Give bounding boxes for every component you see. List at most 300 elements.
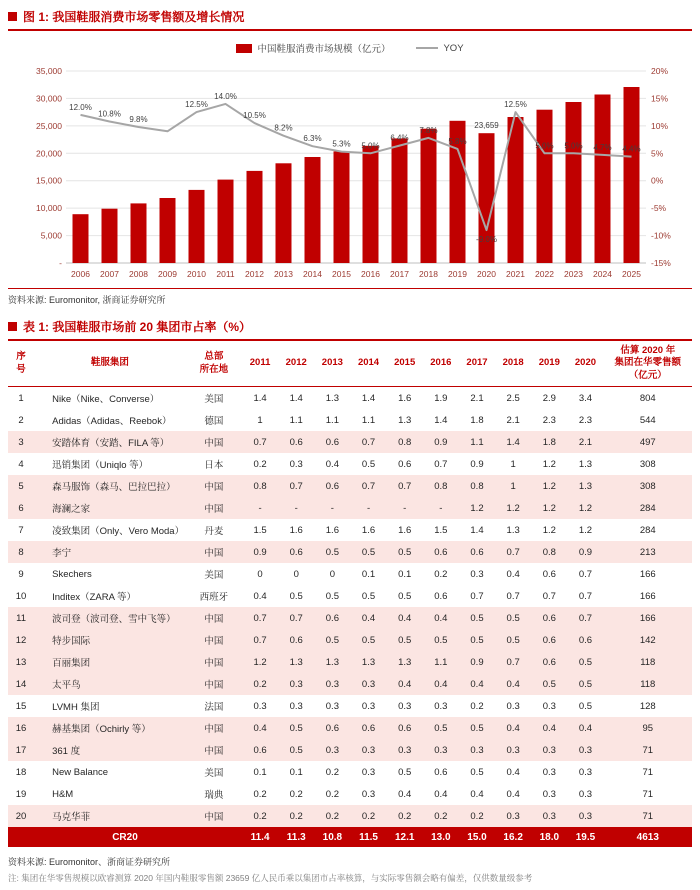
hq-cell: 中国 <box>186 475 242 497</box>
share-cell: 1.2 <box>495 497 531 519</box>
share-cell: 0.5 <box>459 717 495 739</box>
year-axis-label: 2012 <box>245 269 264 279</box>
row-number-cell: 1 <box>18 392 24 404</box>
market-size-bar <box>334 151 350 263</box>
share-cell: 0.6 <box>350 717 386 739</box>
market-size-bar <box>595 95 611 264</box>
share-cell: 0.6 <box>459 541 495 563</box>
table-row <box>8 783 692 805</box>
legend-item-yoy <box>416 43 463 54</box>
share-cell: 0.4 <box>495 673 531 695</box>
table-row <box>8 409 692 431</box>
left-axis-tick-label: 10,000 <box>36 203 62 214</box>
share-cell: 0.6 <box>314 431 350 453</box>
share-cell: 0.7 <box>578 590 593 602</box>
row-number-cell: 15 <box>15 700 27 712</box>
hq-cell: 中国 <box>186 717 242 739</box>
share-cell: 0.7 <box>278 607 314 629</box>
share-cell: 0.6 <box>423 541 459 563</box>
retail-cell: 142 <box>604 629 692 651</box>
combo-chart-svg <box>8 57 692 281</box>
market-size-bar <box>421 129 437 263</box>
share-cell: 1.3 <box>314 651 350 673</box>
yoy-data-label: 6.3% <box>303 134 322 144</box>
year-axis-label: 2015 <box>332 269 351 279</box>
left-axis-tick-label: 25,000 <box>36 120 62 131</box>
caption-bullet-icon <box>8 322 17 331</box>
table-row <box>8 585 692 607</box>
yoy-data-label: 5.0% <box>564 141 583 151</box>
share-cell: 2.1 <box>470 392 484 404</box>
share-cell: 1.3 <box>398 414 412 426</box>
share-cell: 0.8 <box>242 475 278 497</box>
yoy-data-label: 5.0% <box>535 141 554 151</box>
year-axis-label: 2007 <box>100 269 119 279</box>
cr20-share-cell: 10.8 <box>314 827 350 847</box>
share-cell: 0.5 <box>567 673 603 695</box>
group-name-cell: 马克华菲 <box>34 805 186 827</box>
right-axis-tick-label: 15% <box>651 93 669 104</box>
share-cell: 0.4 <box>470 788 484 800</box>
market-size-bar <box>247 171 263 263</box>
row-number-cell: 20 <box>8 805 34 827</box>
share-cell: 0.6 <box>567 629 603 651</box>
year-axis-label: 2016 <box>361 269 380 279</box>
share-cell: 0.9 <box>459 651 495 673</box>
group-name-cell: LVMH 集团 <box>52 702 100 714</box>
share-cell: 0.8 <box>423 475 459 497</box>
share-cell: 0.3 <box>361 700 376 712</box>
share-cell: 0.7 <box>506 590 520 602</box>
group-name-cell: New Balance <box>52 766 109 778</box>
figure-caption <box>8 8 692 31</box>
table-row <box>8 673 692 695</box>
share-cell: 0.2 <box>325 766 339 778</box>
cr20-share-cell: 15.0 <box>459 827 495 847</box>
legend-label-yoy: YOY <box>443 42 464 54</box>
share-cell: 0.4 <box>423 673 459 695</box>
share-cell: 1.4 <box>470 524 484 536</box>
table-row <box>8 629 692 651</box>
yoy-data-label: 7.8% <box>419 125 438 135</box>
col-header-year: 2017 <box>459 341 495 387</box>
share-cell: 0.6 <box>314 717 350 739</box>
share-cell: 0.8 <box>531 541 567 563</box>
group-name-cell: 安踏体育（安踏、FILA 等） <box>34 431 186 453</box>
row-number-cell: 7 <box>18 524 24 536</box>
left-axis-tick-label: 5,000 <box>40 230 62 241</box>
share-cell: 0.7 <box>350 431 386 453</box>
table-row <box>8 651 692 673</box>
hq-cell: 法国 <box>204 702 224 714</box>
retail-cell: 544 <box>639 414 656 426</box>
share-cell: 0.3 <box>531 805 567 827</box>
share-cell: 1.4 <box>289 392 303 404</box>
legend-item-bar-series <box>236 41 390 55</box>
cr20-retail-cell: 4613 <box>604 827 692 847</box>
share-cell: 1 <box>510 458 516 470</box>
group-name-cell: 森马服饰（森马、巴拉巴拉） <box>34 475 186 497</box>
share-cell: 0.5 <box>314 541 350 563</box>
share-cell: 1.6 <box>361 524 376 536</box>
year-axis-label: 2019 <box>448 269 467 279</box>
share-cell: 0.5 <box>567 651 603 673</box>
share-cell: 0.4 <box>398 788 412 800</box>
market-size-bar <box>392 138 408 263</box>
share-cell: 0.6 <box>278 431 314 453</box>
share-cell: 0.2 <box>242 805 278 827</box>
group-name-cell: 赫基集团（Ochirly 等） <box>34 717 186 739</box>
share-cell: 0.4 <box>434 788 448 800</box>
right-axis-tick-label: 10% <box>651 120 669 131</box>
col-header-no: 序 号 <box>8 341 34 387</box>
share-cell: - <box>423 497 459 519</box>
row-number-cell: 9 <box>18 568 24 580</box>
group-name-cell: 361 度 <box>34 739 186 761</box>
share-cell: 0.3 <box>278 673 314 695</box>
share-cell: 1.4 <box>434 414 448 426</box>
table-row <box>8 717 692 739</box>
share-cell: 1.5 <box>253 524 267 536</box>
group-name-cell: Nike（Nike、Converse） <box>52 394 160 406</box>
share-cell: 0.3 <box>542 700 556 712</box>
table-row <box>8 453 692 475</box>
share-cell: 0.6 <box>434 766 448 778</box>
share-cell: 1.2 <box>531 475 567 497</box>
share-cell: 1.1 <box>361 414 376 426</box>
share-cell: 0.6 <box>242 739 278 761</box>
share-cell: 1.4 <box>361 392 376 404</box>
share-cell: 0.8 <box>387 431 423 453</box>
row-number-cell: 17 <box>8 739 34 761</box>
group-name-cell: 特步国际 <box>34 629 186 651</box>
share-cell: 0.9 <box>242 541 278 563</box>
yoy-data-label: 4.7% <box>593 142 612 152</box>
yoy-data-label: 8.2% <box>274 123 293 133</box>
share-cell: 0.2 <box>242 673 278 695</box>
cr20-share-cell: 11.4 <box>242 827 278 847</box>
share-cell: 0.6 <box>531 651 567 673</box>
year-axis-label: 2010 <box>187 269 206 279</box>
market-size-bar <box>189 190 205 263</box>
row-number-cell: 3 <box>8 431 34 453</box>
hq-cell: 中国 <box>186 673 242 695</box>
hq-cell: 中国 <box>186 607 242 629</box>
share-cell: 0.6 <box>398 458 412 470</box>
table-note: 注: 集团在华零售规模以欧睿测算 2020 年国内鞋服零售额 23659 亿人民币乘以集团市占率核算，与实际零售额会略有偏差，仅供数量级参考 <box>8 873 533 884</box>
share-cell: 0.5 <box>470 766 484 778</box>
market-share-table <box>8 341 692 847</box>
table-header-row <box>8 341 692 387</box>
share-cell: 0.1 <box>253 766 267 778</box>
share-cell: 0.2 <box>253 788 267 800</box>
figure-caption-text: 图 1: 我国鞋服消费市场零售额及增长情况 <box>23 10 245 24</box>
row-number-cell: 16 <box>8 717 34 739</box>
share-cell: 0.3 <box>495 805 531 827</box>
share-cell: 0.3 <box>578 788 593 800</box>
bar-data-label: 23,659 <box>474 121 499 131</box>
share-cell: 0.3 <box>470 568 484 580</box>
row-number-cell: 12 <box>8 629 34 651</box>
share-cell: 0 <box>257 568 263 580</box>
group-name-cell: 凌致集团（Only、Vero Moda） <box>52 526 185 538</box>
year-axis-label: 2020 <box>477 269 496 279</box>
share-cell: 0.7 <box>242 607 278 629</box>
row-number-cell: 2 <box>18 414 24 426</box>
cr20-share-cell: 16.2 <box>495 827 531 847</box>
hq-cell: 日本 <box>204 460 224 472</box>
year-axis-label: 2022 <box>535 269 554 279</box>
hq-cell: 美国 <box>204 768 224 780</box>
share-cell: 0.5 <box>495 629 531 651</box>
share-cell: 0.3 <box>423 739 459 761</box>
col-header-year: 2019 <box>531 341 567 387</box>
right-axis-tick-label: 5% <box>651 148 664 159</box>
col-header-group: 鞋服集团 <box>34 341 186 387</box>
share-cell: 0.6 <box>531 629 567 651</box>
share-cell: 0.2 <box>325 788 339 800</box>
share-cell: - <box>387 497 423 519</box>
share-cell: 0.2 <box>459 805 495 827</box>
share-cell: 1.2 <box>459 497 495 519</box>
share-cell: 0.6 <box>542 568 556 580</box>
table-row <box>8 431 692 453</box>
share-cell: 0.7 <box>495 651 531 673</box>
share-cell: 0.3 <box>289 700 303 712</box>
table-row <box>8 563 692 585</box>
market-size-bar <box>160 198 176 263</box>
share-cell: 0.7 <box>495 541 531 563</box>
share-cell: 0.4 <box>242 717 278 739</box>
share-cell: 1.3 <box>387 651 423 673</box>
market-size-bar <box>537 110 553 263</box>
share-cell: 0.6 <box>531 607 567 629</box>
share-cell: 0.3 <box>314 673 350 695</box>
share-cell: 0.4 <box>459 673 495 695</box>
share-cell: 0.5 <box>361 590 376 602</box>
share-cell: 0.4 <box>506 788 520 800</box>
legend-label-bar-series: 中国鞋服消费市场规模（亿元） <box>257 44 391 55</box>
share-cell: 1.3 <box>278 651 314 673</box>
row-number-cell: 5 <box>8 475 34 497</box>
hq-cell: 中国 <box>186 739 242 761</box>
share-cell: 0.7 <box>242 431 278 453</box>
row-number-cell: 11 <box>8 607 34 629</box>
share-cell: 0.2 <box>253 458 267 470</box>
group-name-cell: Adidas（Adidas、Reebok） <box>52 416 172 428</box>
right-axis-tick-label: 0% <box>651 175 664 186</box>
year-axis-label: 2023 <box>564 269 583 279</box>
share-cell: 0.3 <box>314 739 350 761</box>
row-number-cell: 8 <box>8 541 34 563</box>
share-cell: 0.7 <box>567 607 603 629</box>
share-cell: 0.4 <box>253 590 267 602</box>
share-cell: 0.3 <box>361 766 376 778</box>
year-axis-label: 2013 <box>274 269 293 279</box>
share-cell: 1.6 <box>398 392 412 404</box>
share-cell: 1.6 <box>289 524 303 536</box>
right-axis-tick-label: 20% <box>651 66 669 76</box>
share-cell: 0.3 <box>567 739 603 761</box>
right-axis-tick-label: -5% <box>651 203 667 214</box>
cr20-share-cell: 12.1 <box>387 827 423 847</box>
share-cell: 0.5 <box>278 717 314 739</box>
share-cell: 0.2 <box>423 805 459 827</box>
group-name-cell: Inditex（ZARA 等） <box>52 592 137 604</box>
retail-cell: 284 <box>604 497 692 519</box>
share-cell: 0.3 <box>289 458 303 470</box>
retail-cell: 166 <box>604 607 692 629</box>
share-cell: 0.3 <box>495 739 531 761</box>
table-row <box>8 519 692 541</box>
group-name-cell: 迅销集团（Uniqlo 等） <box>52 460 149 472</box>
share-cell: 0.8 <box>459 475 495 497</box>
market-size-bar <box>218 180 234 263</box>
share-cell: 0.6 <box>434 590 448 602</box>
share-cell: 0.5 <box>387 629 423 651</box>
cr20-share-cell: 18.0 <box>531 827 567 847</box>
yoy-data-label: 5.0% <box>361 141 380 151</box>
share-cell: 0.3 <box>434 700 448 712</box>
share-cell: 0.9 <box>567 541 603 563</box>
retail-cell: 308 <box>639 458 656 470</box>
share-cell: 0.5 <box>423 717 459 739</box>
table-row <box>8 475 692 497</box>
year-axis-label: 2011 <box>216 269 235 279</box>
yoy-data-label: 14.0% <box>214 91 237 101</box>
share-cell: 0.3 <box>361 788 376 800</box>
share-cell: 1 <box>257 414 263 426</box>
hq-cell: 西班牙 <box>199 592 229 604</box>
share-cell: 1.1 <box>423 651 459 673</box>
group-name-cell: Skechers <box>52 568 92 580</box>
market-size-bar <box>102 209 118 263</box>
line-series-swatch-icon <box>416 47 438 49</box>
col-header-year: 2015 <box>387 341 423 387</box>
share-cell: 2.5 <box>506 392 520 404</box>
share-cell: 0.4 <box>350 607 386 629</box>
share-cell: - <box>314 497 350 519</box>
retail-cell: 71 <box>604 739 692 761</box>
share-cell: 0.3 <box>325 700 339 712</box>
share-cell: 3.4 <box>578 392 593 404</box>
table-row <box>8 607 692 629</box>
hq-cell: 中国 <box>186 651 242 673</box>
share-cell: 0.3 <box>398 700 412 712</box>
share-cell: 1.2 <box>567 497 603 519</box>
retail-cell: 284 <box>639 524 656 536</box>
share-cell: 0.5 <box>278 739 314 761</box>
group-name-cell: 百丽集团 <box>34 651 186 673</box>
year-axis-label: 2017 <box>390 269 409 279</box>
hq-cell: 中国 <box>186 497 242 519</box>
market-size-bar <box>363 146 379 263</box>
share-cell: 0.5 <box>325 590 339 602</box>
share-cell: 2.1 <box>506 414 520 426</box>
cr20-row <box>8 827 692 847</box>
share-cell: 0.5 <box>495 607 531 629</box>
yoy-data-label: 12.0% <box>69 102 92 112</box>
year-axis-label: 2009 <box>158 269 177 279</box>
row-number-cell: 18 <box>15 766 27 778</box>
share-cell: 0.4 <box>531 717 567 739</box>
share-cell: 0.3 <box>542 766 556 778</box>
group-name-cell: H&M <box>52 788 74 800</box>
yoy-data-label: 12.5% <box>185 100 208 110</box>
yoy-data-label: 5.8% <box>448 136 467 146</box>
left-axis-tick-label: 30,000 <box>36 93 62 104</box>
share-cell: 0.6 <box>387 717 423 739</box>
hq-cell: 瑞典 <box>204 790 224 802</box>
table-row <box>8 739 692 761</box>
share-cell: 2.9 <box>542 392 556 404</box>
row-number-cell: 19 <box>15 788 27 800</box>
figure-source: 资料来源: Euromonitor, 浙商证券研究所 <box>8 288 692 306</box>
col-header-year: 2014 <box>350 341 386 387</box>
cr20-share-cell: 11.3 <box>278 827 314 847</box>
share-cell: 1.3 <box>567 475 603 497</box>
yoy-data-label: 4.4% <box>622 144 641 154</box>
hq-cell: 中国 <box>186 431 242 453</box>
retail-cell: 166 <box>639 590 656 602</box>
share-cell: 0.3 <box>459 739 495 761</box>
year-axis-label: 2006 <box>71 269 90 279</box>
share-cell: 0.4 <box>387 673 423 695</box>
market-size-bar <box>73 214 89 263</box>
market-size-bar <box>566 102 582 263</box>
share-cell: 1.3 <box>325 392 339 404</box>
share-cell: 1.3 <box>350 651 386 673</box>
share-cell: 0.7 <box>350 475 386 497</box>
share-cell: 0.5 <box>459 629 495 651</box>
share-cell: 1.1 <box>289 414 303 426</box>
share-cell: 0.3 <box>350 673 386 695</box>
share-cell: 0.7 <box>578 568 593 580</box>
share-cell: 1.4 <box>495 431 531 453</box>
hq-cell: 中国 <box>186 541 242 563</box>
market-size-bar <box>624 87 640 263</box>
share-cell: 0.5 <box>398 590 412 602</box>
share-cell: 0.7 <box>542 590 556 602</box>
share-cell: 0.3 <box>253 700 267 712</box>
col-header-hq: 总部 所在地 <box>186 341 242 387</box>
market-size-bar <box>276 163 292 263</box>
market-size-bar <box>131 203 147 263</box>
share-cell: 0.3 <box>350 739 386 761</box>
share-cell: 0.7 <box>278 475 314 497</box>
col-header-year: 2013 <box>314 341 350 387</box>
retail-cell: 71 <box>604 805 692 827</box>
share-cell: 0.2 <box>434 568 448 580</box>
share-cell: 1.1 <box>459 431 495 453</box>
share-cell: - <box>350 497 386 519</box>
share-cell: 0.3 <box>531 739 567 761</box>
share-cell: 0.5 <box>578 700 593 712</box>
left-axis-tick-label: 15,000 <box>36 175 62 186</box>
share-cell: 1.6 <box>325 524 339 536</box>
year-axis-label: 2024 <box>593 269 612 279</box>
retail-cell: 128 <box>639 700 656 712</box>
share-cell: 0.4 <box>506 568 520 580</box>
hq-cell: 中国 <box>186 805 242 827</box>
hq-cell: 美国 <box>204 394 224 406</box>
year-axis-label: 2025 <box>622 269 641 279</box>
retail-cell: 95 <box>604 717 692 739</box>
col-header-year: 2020 <box>567 341 603 387</box>
share-cell: 0.5 <box>423 629 459 651</box>
share-cell: 0.9 <box>423 431 459 453</box>
share-cell: 1.5 <box>434 524 448 536</box>
